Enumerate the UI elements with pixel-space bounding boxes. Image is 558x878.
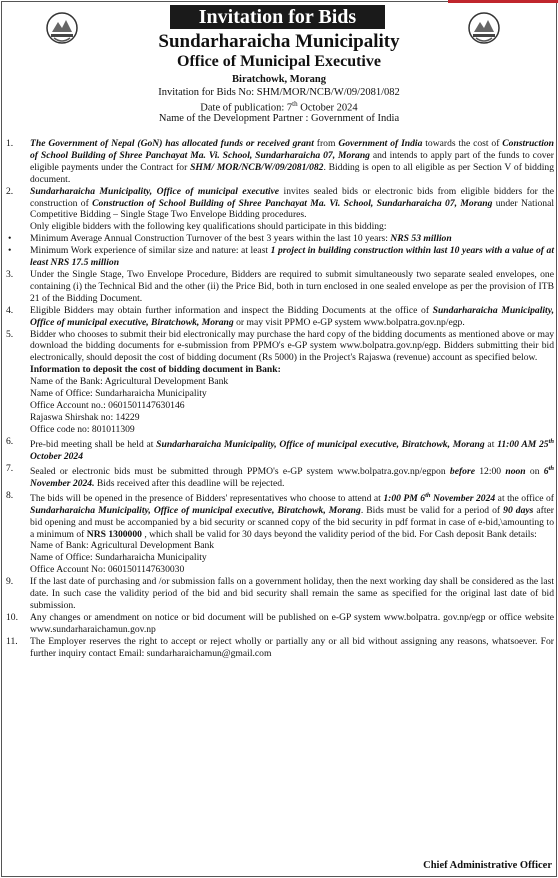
list-item: 2. Sundarharaicha Municipality, Office of municipal executive invites sealed bids or electronic bids from eligible bidders for the construction of Construction of School Building of Shree Panchayat Ma. Vi. School, Sundarharaicha 07, Morang under National Competitive Bidding – Single Stage Two Envelope Bidding procedures. xyxy=(6,185,555,221)
rajaswa-shirshak: Rajaswa Shirshak no: 14229 xyxy=(30,411,140,423)
page-title: Invitation for Bids xyxy=(170,5,385,29)
bank-info-title: Information to deposit the cost of bidding document in Bank: xyxy=(30,364,281,376)
list-item: 9. If the last date of purchasing and /or submission falls on a government holiday, then the next working day shall be considered as the last date. In such case the validity period of the bid and bid security shall remain the same as specified for the original last date of bid submission. xyxy=(6,576,554,611)
account-number: Office Account no.: 0601501147630146 xyxy=(30,399,185,411)
office-code: Office code no: 801011309 xyxy=(30,423,135,435)
account-number: Office Account No: 0601501147630030 xyxy=(30,564,185,576)
list-item: 7. Sealed or electronic bids must be submitted through PPMO's e-GP system www.bolpatra.gov.np/egpon before 12:00 noon on 6th November 2024. Bids received after this deadline will be rejected. xyxy=(6,462,554,489)
bank-name: Name of the Bank: Agricultural Development Bank xyxy=(30,376,229,388)
list-item: 4. Eligible Bidders may obtain further information and inspect the Bidding Documents at the office of Sundarharaicha Municipality, Office of municipal executive, Biratchowk, Morang or may visit PPMO e-GP system www.bolpatra.gov.np/egp. xyxy=(6,304,554,328)
ifb-number: Invitation for Bids No: SHM/MOR/NCB/W/09/2081/082 xyxy=(158,87,400,98)
list-item: 6. Pre-bid meeting shall be held at Sundarharaicha Municipality, Office of municipal executive, Biratchowk, Morang at 11:00 AM 25th October 2024 xyxy=(6,435,554,462)
development-partner: Name of the Development Partner : Government of India xyxy=(158,113,400,124)
list-item: 3. Under the Single Stage, Two Envelope Procedure, Bidders are required to submit simultaneously two separate sealed envelopes, one containing (i) the Technical Bid and the other (ii) the Price Bid, both in turn enclosed in one sealed envelope as per the provision of ITB 21 of the Bidding Document. xyxy=(6,268,554,304)
qualification-bullet: • Minimum Average Annual Construction Turnover of the best 3 years within the last 10 years: NRS 53 million xyxy=(6,233,554,245)
list-item: 8. The bids will be opened in the presence of Bidders' representatives who choose to attend at 1:00 PM 6th November 2024 at the office of Sundarharaicha Municipality, Office of municipal executive, Biratchowk, Morang. Bids must be valid for a period of 90 days after bid opening and must be accompanied by a bid security or scanned copy of the bid security in pdf format in case of e-bid,\amounting to a minimum of NRS 1300000 , which shall be valid for 30 days beyond the validity period of the bid. For Cash deposit Bank details: xyxy=(6,489,555,540)
qualification-bullet: • Minimum Work experience of similar size and nature: at least 1 project in building construction within last 10 years with a value of at least NRS 17.5 million xyxy=(6,245,554,269)
list-item: 11. The Employer reserves the right to accept or reject wholly or partially any or all bid without assigning any reasons, whatsoever. For further inquiry contact Email: sundarharaichamun@gmail.com xyxy=(6,635,554,659)
signature: Chief Administrative Officer xyxy=(423,860,552,871)
red-accent-bar xyxy=(448,0,558,3)
office-name-line: Name of Office: Sundarharaicha Municipality xyxy=(30,388,207,400)
office-name-line: Name of Office: Sundarharaicha Municipality xyxy=(30,552,207,564)
org-name: Sundarharaicha Municipality xyxy=(158,31,400,52)
office-name: Office of Municipal Executive xyxy=(177,53,381,70)
notice-body xyxy=(6,138,554,660)
location: Biratchowk, Morang xyxy=(232,74,326,85)
list-item: 1. The Government of Nepal (GoN) has allocated funds or received grant from Government of India towards the cost of Construction of School Building of Shree Panchayat Ma. Vi. School, Sundarharaicha 07, Morang and intends to apply part of the funds to cover eligible payments under the Contract for SHM/ MOR/NCB/W/09/2081/082. Bidding is open to all eligible as per Section V of bidding document. xyxy=(6,138,555,185)
list-item: 10. Any changes or amendment on notice or bid document will be published on e-GP system www.bolpatra. gov.np/egp or office website www.sundarharaichamun.gov.np xyxy=(6,611,554,635)
publication-date: Date of publication: 7th October 2024 xyxy=(200,100,358,114)
bank-name: Name of Bank: Agricultural Development Bank xyxy=(30,540,215,552)
list-item: 5. Bidder who chooses to submit their bid electronically may purchase the hard copy of the bidding documents as mentioned above or may download the bidding documents for e-submission from PPMO's e-GP system www.bolpatra.gov.np/egp. Bidders submitting their bid electronically, should deposit the cost of bidding document (Rs 5000) in the Project's Rajaswa (revenue) account as specified below. xyxy=(6,328,554,364)
qualification-intro: Only eligible bidders with the following key qualifications should participate in this bidding: xyxy=(30,221,387,233)
